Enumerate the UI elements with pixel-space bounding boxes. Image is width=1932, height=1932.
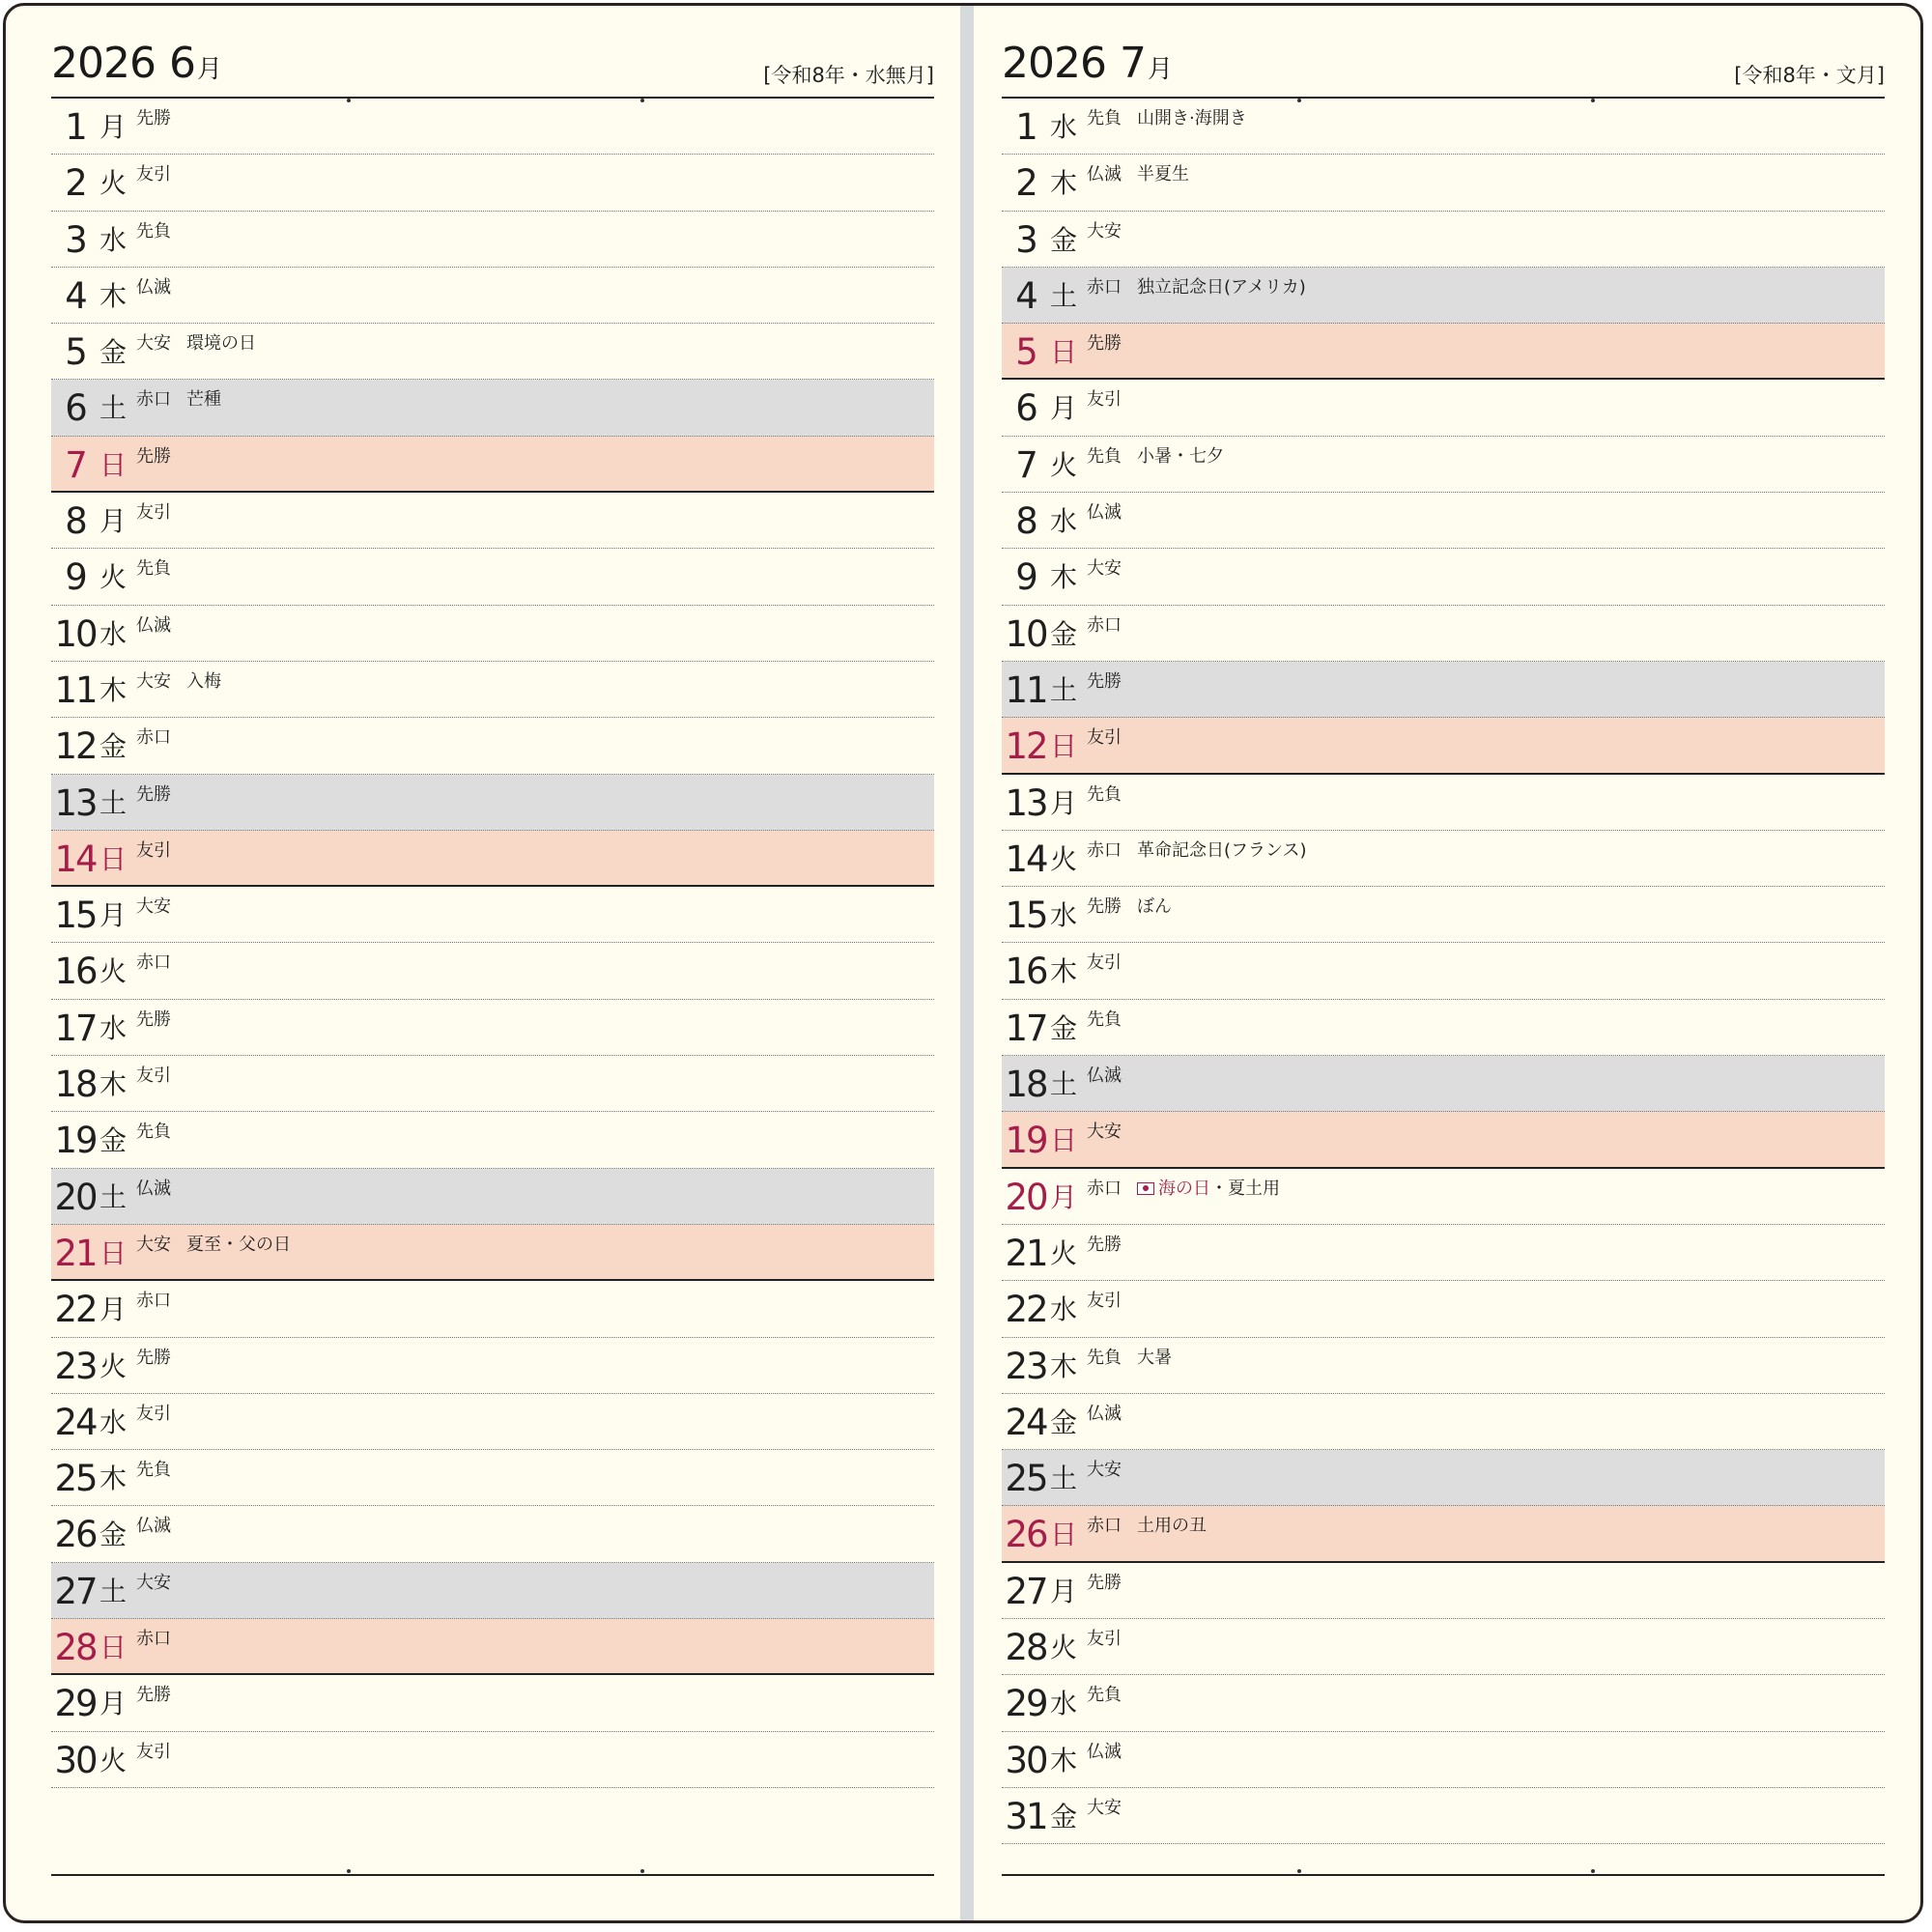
day-row[interactable]	[51, 437, 934, 493]
weekday: 土	[99, 1180, 128, 1213]
day-event	[1137, 1516, 1207, 1537]
day-row[interactable]	[1002, 268, 1885, 324]
day-row[interactable]	[1002, 212, 1885, 268]
rokuyo: 友引	[136, 164, 171, 185]
weekday: 月	[99, 111, 128, 143]
day-row[interactable]	[51, 1563, 934, 1619]
day-row[interactable]	[1002, 662, 1885, 718]
day-row[interactable]	[1002, 1563, 1885, 1619]
japan-flag-icon	[1137, 1182, 1154, 1195]
day-row[interactable]	[1002, 1225, 1885, 1281]
weekday: 土	[1050, 673, 1078, 706]
rokuyo: 大安	[1087, 558, 1122, 580]
day-number: 11	[1005, 668, 1047, 711]
day-number: 19	[1005, 1120, 1047, 1162]
day-event	[186, 1235, 291, 1256]
weekday: 火	[1050, 448, 1078, 481]
rokuyo: 赤口	[136, 1629, 171, 1650]
event-text: 夏至・父の日	[186, 1234, 291, 1255]
month-number: 6	[168, 39, 195, 88]
rokuyo: 大安	[1087, 220, 1122, 242]
rokuyo: 仏滅	[1087, 1403, 1122, 1424]
day-number: 30	[54, 1739, 97, 1781]
rokuyo: 大安	[1087, 1122, 1122, 1143]
event-text: 山開き·海開き	[1137, 108, 1247, 128]
weekday: 金	[99, 730, 128, 763]
weekday: 水	[1050, 1293, 1078, 1326]
day-row[interactable]	[51, 775, 934, 831]
day-number: 4	[1015, 274, 1037, 317]
day-row[interactable]	[51, 662, 934, 718]
day-rows	[51, 99, 934, 1788]
rokuyo: 先勝	[1087, 1572, 1122, 1593]
binding-gutter	[960, 6, 974, 1920]
rokuyo: 赤口	[136, 389, 171, 411]
day-number: 12	[54, 725, 97, 768]
day-row[interactable]	[51, 549, 934, 605]
day-event	[1137, 108, 1247, 129]
weekday: 月	[99, 505, 128, 538]
weekday: 金	[1050, 1406, 1078, 1438]
weekday: 土	[99, 392, 128, 425]
day-number: 18	[54, 1064, 97, 1106]
weekday: 木	[99, 673, 128, 706]
month-title	[51, 39, 221, 91]
day-row[interactable]	[1002, 1506, 1885, 1562]
day-number: 29	[1005, 1683, 1047, 1725]
day-number: 25	[54, 1458, 97, 1500]
day-number: 10	[54, 612, 97, 655]
day-number: 28	[1005, 1627, 1047, 1669]
weekday: 土	[1050, 279, 1078, 312]
day-number: 15	[54, 895, 97, 937]
planner-spread	[3, 3, 1923, 1923]
weekday: 土	[99, 1575, 128, 1607]
day-row[interactable]	[51, 1112, 934, 1168]
weekday: 土	[1050, 1068, 1078, 1101]
day-number: 16	[1005, 951, 1047, 993]
weekday: 土	[99, 786, 128, 819]
rokuyo: 大安	[136, 896, 171, 918]
day-row[interactable]	[1002, 1112, 1885, 1168]
weekday: 日	[99, 842, 128, 875]
day-number: 14	[54, 838, 97, 880]
weekday: 木	[99, 279, 128, 312]
day-row[interactable]	[51, 380, 934, 436]
rokuyo: 先勝	[136, 783, 171, 805]
rokuyo: 先勝	[1087, 1234, 1122, 1255]
day-event	[1137, 896, 1172, 918]
rokuyo: 赤口	[1087, 1516, 1122, 1537]
rokuyo: 友引	[136, 1065, 171, 1087]
day-row[interactable]	[1002, 155, 1885, 211]
day-number: 3	[65, 218, 86, 261]
event-text: 大暑	[1137, 1347, 1172, 1368]
day-row[interactable]	[51, 1394, 934, 1450]
day-row[interactable]	[1002, 99, 1885, 155]
day-row[interactable]	[1002, 1450, 1885, 1506]
day-event	[186, 333, 256, 355]
day-number: 11	[54, 668, 97, 711]
weekday: 火	[99, 1744, 128, 1776]
day-row[interactable]	[51, 1225, 934, 1281]
day-number: 23	[1005, 1345, 1047, 1387]
footer-tick	[1591, 1869, 1595, 1873]
weekday: 木	[1050, 955, 1078, 988]
day-event	[1137, 840, 1307, 862]
rokuyo: 友引	[1087, 389, 1122, 411]
month-header	[51, 41, 934, 99]
day-number: 17	[1005, 1007, 1047, 1049]
weekday: 月	[99, 1293, 128, 1326]
rokuyo: 先勝	[1087, 670, 1122, 692]
rokuyo: 先負	[1087, 783, 1122, 805]
weekday: 金	[1050, 1800, 1078, 1833]
weekday: 火	[1050, 1632, 1078, 1664]
rokuyo: 仏滅	[136, 614, 171, 636]
rokuyo: 友引	[1087, 1629, 1122, 1650]
day-event	[186, 671, 221, 693]
day-number: 5	[65, 331, 86, 374]
day-row[interactable]	[51, 1338, 934, 1394]
rokuyo: 友引	[136, 502, 171, 524]
day-row[interactable]	[51, 831, 934, 887]
day-row[interactable]	[51, 1450, 934, 1506]
day-number: 27	[54, 1570, 97, 1612]
day-number: 22	[1005, 1289, 1047, 1331]
rokuyo: 友引	[1087, 727, 1122, 749]
event-text: 芒種	[186, 389, 221, 411]
rokuyo: 先負	[1087, 1009, 1122, 1030]
weekday: 木	[1050, 167, 1078, 200]
day-number: 9	[65, 556, 86, 599]
day-number: 22	[54, 1289, 97, 1331]
day-event	[186, 389, 221, 411]
day-number: 13	[1005, 781, 1047, 824]
weekday: 月	[1050, 1575, 1078, 1607]
day-row[interactable]	[1002, 1675, 1885, 1731]
weekday: 金	[99, 1519, 128, 1551]
rokuyo: 仏滅	[1087, 164, 1122, 185]
day-number: 24	[1005, 1401, 1047, 1443]
weekday: 水	[1050, 899, 1078, 932]
rokuyo: 先負	[136, 558, 171, 580]
day-row[interactable]	[51, 493, 934, 549]
rokuyo: 大安	[136, 1572, 171, 1593]
rokuyo: 赤口	[1087, 276, 1122, 298]
rokuyo: 赤口	[136, 952, 171, 974]
page-july	[1002, 6, 1885, 1920]
rokuyo: 先勝	[136, 1347, 171, 1368]
day-row[interactable]	[51, 268, 934, 324]
weekday: 木	[99, 1068, 128, 1101]
weekday: 日	[1050, 336, 1078, 369]
weekday: 金	[1050, 223, 1078, 256]
day-number: 31	[1005, 1795, 1047, 1837]
weekday: 金	[1050, 617, 1078, 650]
rokuyo: 大安	[1087, 1797, 1122, 1818]
weekday: 日	[1050, 1124, 1078, 1157]
day-row[interactable]	[51, 943, 934, 999]
month-kanji: 月	[196, 55, 221, 84]
weekday: 火	[99, 167, 128, 200]
rokuyo: 先勝	[1087, 333, 1122, 355]
day-number: 7	[1015, 443, 1037, 486]
day-number: 21	[1005, 1232, 1047, 1274]
day-row[interactable]	[1002, 943, 1885, 999]
day-number: 16	[54, 951, 97, 993]
weekday: 水	[1050, 1688, 1078, 1720]
page-june	[51, 6, 934, 1920]
weekday: 金	[99, 1124, 128, 1157]
day-row[interactable]	[1002, 1732, 1885, 1788]
rokuyo: 先負	[1087, 1685, 1122, 1706]
day-number: 15	[1005, 895, 1047, 937]
event-text: 入梅	[186, 670, 221, 692]
day-row[interactable]	[51, 1056, 934, 1112]
day-row[interactable]	[1002, 1394, 1885, 1450]
day-number: 24	[54, 1401, 97, 1443]
day-number: 2	[65, 162, 86, 205]
day-number: 4	[65, 274, 86, 317]
day-row[interactable]	[51, 887, 934, 943]
day-row[interactable]	[1002, 437, 1885, 493]
day-row[interactable]	[1002, 775, 1885, 831]
day-row[interactable]	[51, 324, 934, 380]
footer-tick	[1297, 1869, 1301, 1873]
day-event	[1137, 446, 1224, 468]
event-text: 半夏生	[1137, 164, 1189, 185]
page-footer-rule	[51, 1874, 934, 1876]
weekday: 火	[1050, 842, 1078, 875]
day-row[interactable]	[51, 606, 934, 662]
month-kanji: 月	[1147, 55, 1172, 84]
day-row[interactable]	[1002, 1056, 1885, 1112]
day-number: 27	[1005, 1570, 1047, 1612]
day-row[interactable]	[51, 212, 934, 268]
rokuyo: 大安	[136, 1234, 171, 1255]
day-number: 21	[54, 1232, 97, 1274]
year: 2026	[51, 39, 156, 88]
day-number: 8	[1015, 500, 1037, 543]
event-text: 小暑・七夕	[1137, 445, 1224, 467]
event-text: 環境の日	[186, 333, 256, 355]
month-header	[1002, 41, 1885, 99]
rokuyo: 赤口	[1087, 1178, 1122, 1199]
day-number: 26	[1005, 1514, 1047, 1556]
day-number: 17	[54, 1007, 97, 1049]
day-number: 30	[1005, 1739, 1047, 1781]
weekday: 木	[1050, 561, 1078, 594]
day-row[interactable]	[51, 1000, 934, 1056]
month-title	[1002, 39, 1172, 91]
day-number: 14	[1005, 838, 1047, 880]
weekday: 月	[99, 1688, 128, 1720]
rokuyo: 赤口	[1087, 614, 1122, 636]
day-row[interactable]	[51, 99, 934, 155]
day-row[interactable]	[1002, 1788, 1885, 1844]
rokuyo: 赤口	[136, 1291, 171, 1312]
weekday: 金	[99, 336, 128, 369]
rokuyo: 先負	[1087, 445, 1122, 467]
day-number: 8	[65, 500, 86, 543]
month-number: 7	[1119, 39, 1146, 88]
day-row[interactable]	[51, 1732, 934, 1788]
weekday: 金	[1050, 1011, 1078, 1044]
rokuyo: 先勝	[136, 108, 171, 128]
weekday: 水	[99, 223, 128, 256]
day-number: 20	[54, 1176, 97, 1218]
rokuyo: 先負	[1087, 108, 1122, 128]
rokuyo: 友引	[136, 1741, 171, 1762]
day-row[interactable]	[1002, 606, 1885, 662]
weekday: 月	[1050, 786, 1078, 819]
day-number: 18	[1005, 1064, 1047, 1106]
weekday: 水	[1050, 111, 1078, 143]
day-rows	[1002, 99, 1885, 1844]
weekday: 月	[1050, 1180, 1078, 1213]
event-text: 革命記念日(フランス)	[1137, 839, 1307, 861]
year: 2026	[1002, 39, 1106, 88]
day-event	[1137, 1348, 1172, 1369]
day-row[interactable]	[51, 1506, 934, 1562]
day-row[interactable]	[1002, 1281, 1885, 1337]
weekday: 木	[1050, 1350, 1078, 1382]
day-number: 23	[54, 1345, 97, 1387]
weekday: 土	[1050, 1463, 1078, 1495]
weekday: 日	[99, 448, 128, 481]
footer-tick	[640, 1869, 644, 1873]
rokuyo: 先負	[136, 1122, 171, 1143]
day-row[interactable]	[1002, 831, 1885, 887]
era-label: [令和8年・文月]	[1734, 64, 1885, 87]
rokuyo: 仏滅	[136, 1178, 171, 1199]
rokuyo: 仏滅	[1087, 502, 1122, 524]
day-event	[1137, 277, 1306, 298]
day-number: 2	[1015, 162, 1037, 205]
weekday: 木	[1050, 1744, 1078, 1776]
day-row[interactable]	[1002, 1169, 1885, 1225]
rokuyo: 先勝	[1087, 896, 1122, 918]
day-row[interactable]	[1002, 887, 1885, 943]
weekday: 日	[1050, 730, 1078, 763]
weekday: 日	[1050, 1519, 1078, 1551]
day-event	[1137, 164, 1189, 185]
holiday-name: 海の日	[1158, 1178, 1210, 1199]
weekday: 日	[99, 1236, 128, 1269]
day-number: 20	[1005, 1176, 1047, 1218]
day-number: 5	[1015, 331, 1037, 374]
footer-tick	[347, 1869, 351, 1873]
rokuyo: 先勝	[136, 445, 171, 467]
day-number: 6	[1015, 387, 1037, 430]
event-text: 独立記念日(アメリカ)	[1137, 276, 1306, 298]
day-row[interactable]	[51, 1169, 934, 1225]
event-text: 土用の丑	[1137, 1516, 1207, 1537]
day-row[interactable]	[1002, 549, 1885, 605]
day-event	[1137, 1179, 1280, 1200]
day-number: 1	[65, 106, 86, 148]
day-row[interactable]	[1002, 380, 1885, 436]
day-row[interactable]	[1002, 1619, 1885, 1675]
weekday: 水	[99, 617, 128, 650]
day-number: 7	[65, 443, 86, 486]
day-number: 19	[54, 1120, 97, 1162]
day-row[interactable]	[51, 155, 934, 211]
weekday: 水	[99, 1011, 128, 1044]
day-number: 3	[1015, 218, 1037, 261]
weekday: 火	[99, 1350, 128, 1382]
rokuyo: 赤口	[1087, 839, 1122, 861]
weekday: 火	[99, 561, 128, 594]
event-text: ・夏土用	[1210, 1178, 1280, 1199]
day-number: 13	[54, 781, 97, 824]
weekday: 火	[1050, 1236, 1078, 1269]
day-number: 28	[54, 1627, 97, 1669]
day-row[interactable]	[1002, 1338, 1885, 1394]
rokuyo: 大安	[136, 670, 171, 692]
day-number: 12	[1005, 725, 1047, 768]
rokuyo: 友引	[136, 839, 171, 861]
day-row[interactable]	[51, 718, 934, 774]
weekday: 木	[99, 1463, 128, 1495]
rokuyo: 先勝	[136, 1009, 171, 1030]
event-text: ぼん	[1137, 896, 1172, 918]
day-number: 26	[54, 1514, 97, 1556]
rokuyo: 仏滅	[136, 1516, 171, 1537]
day-row[interactable]	[51, 1281, 934, 1337]
rokuyo: 仏滅	[1087, 1741, 1122, 1762]
rokuyo: 先負	[136, 1460, 171, 1481]
day-number: 10	[1005, 612, 1047, 655]
rokuyo: 大安	[136, 333, 171, 355]
day-row[interactable]	[51, 1675, 934, 1731]
weekday: 日	[99, 1632, 128, 1664]
day-number: 9	[1015, 556, 1037, 599]
page-footer-rule	[1002, 1874, 1885, 1876]
rokuyo: 友引	[1087, 952, 1122, 974]
weekday: 水	[1050, 505, 1078, 538]
era-label: [令和8年・水無月]	[763, 64, 934, 87]
rokuyo: 友引	[136, 1403, 171, 1424]
rokuyo: 仏滅	[1087, 1065, 1122, 1087]
weekday: 月	[1050, 392, 1078, 425]
day-number: 25	[1005, 1458, 1047, 1500]
rokuyo: 仏滅	[136, 276, 171, 298]
rokuyo: 先負	[1087, 1347, 1122, 1368]
rokuyo: 先負	[136, 220, 171, 242]
rokuyo: 大安	[1087, 1460, 1122, 1481]
day-row[interactable]	[1002, 1000, 1885, 1056]
day-number: 29	[54, 1683, 97, 1725]
day-row[interactable]	[51, 1619, 934, 1675]
day-number: 6	[65, 387, 86, 430]
day-number: 1	[1015, 106, 1037, 148]
day-row[interactable]	[1002, 493, 1885, 549]
weekday: 月	[99, 899, 128, 932]
rokuyo: 友引	[1087, 1291, 1122, 1312]
rokuyo: 先勝	[136, 1685, 171, 1706]
weekday: 火	[99, 955, 128, 988]
rokuyo: 赤口	[136, 727, 171, 749]
day-row[interactable]	[1002, 718, 1885, 774]
day-row[interactable]	[1002, 324, 1885, 380]
weekday: 水	[99, 1406, 128, 1438]
